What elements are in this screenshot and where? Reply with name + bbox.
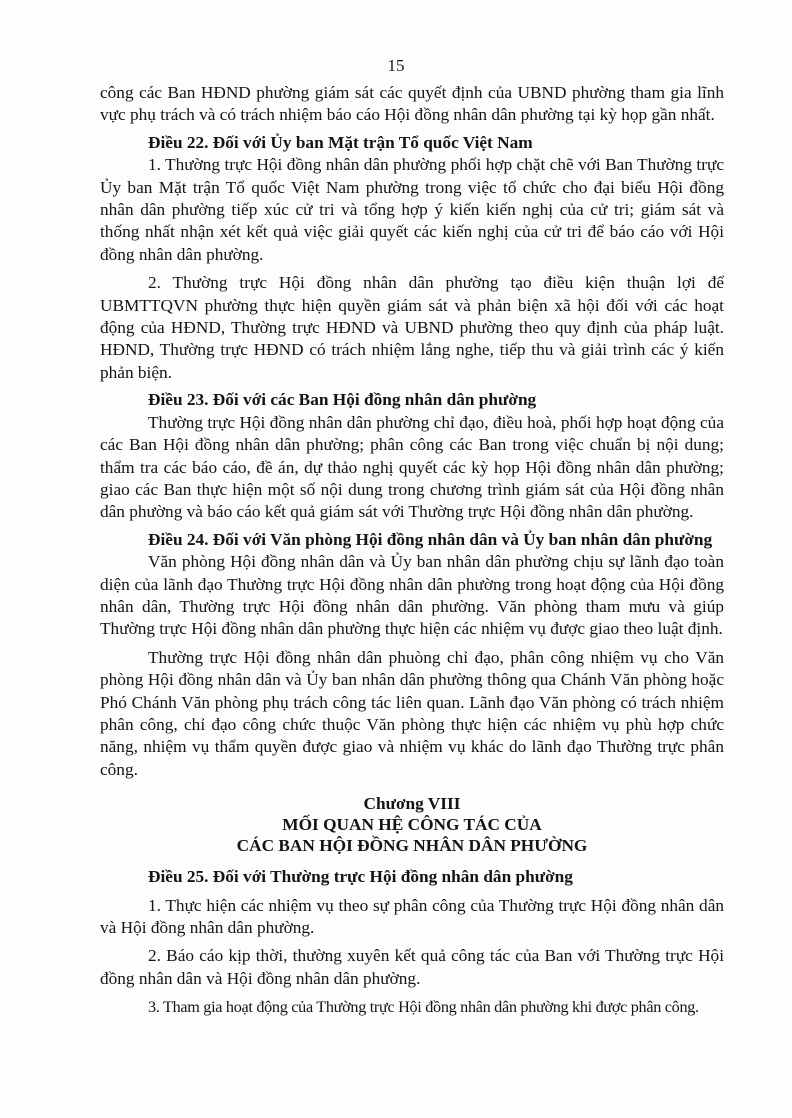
chapter-title-line-1: MỐI QUAN HỆ CÔNG TÁC CỦA	[282, 815, 542, 835]
article-22-paragraph-2: 2. Thường trực Hội đồng nhân dân phường tạo điều kiện thuận lợi để UBMTTQVN phường thực hiện quyền giám sát và phản biện xã hội đối với các hoạt động của HĐND, Thường trực HĐND và UBND phường theo quy định của pháp luật. HĐND, Thường trực HĐND có trách nhiệm lắng nghe, tiếp thu và giải trình các ý kiến phản biện.	[100, 273, 724, 382]
article-25-paragraph-2: 2. Báo cáo kịp thời, thường xuyên kết quả công tác của Ban với Thường trực Hội đồng nhân dân và Hội đồng nhân dân phường.	[100, 946, 724, 988]
chapter-title-line-2: CÁC BAN HỘI ĐỒNG NHÂN DÂN PHƯỜNG	[236, 836, 588, 856]
page-number: 15	[387, 56, 405, 75]
article-25-paragraph-3: 3. Tham gia hoạt động của Thường trực Hội đồng nhân dân phường khi được phân công.	[148, 998, 699, 1017]
article-23-title: Điều 23. Đối với các Ban Hội đồng nhân dân phường	[148, 390, 537, 410]
document-body	[100, 82, 724, 1019]
article-25-paragraph-1: 1. Thực hiện các nhiệm vụ theo sự phân công của Thường trực Hội đồng nhân dân và Hội đồng nhân dân phường.	[100, 895, 724, 937]
chapter-heading	[100, 793, 724, 856]
chapter-number: Chương VIII	[363, 794, 461, 814]
article-24-title: Điều 24. Đối với Văn phòng Hội đồng nhân dân và Ủy ban nhân dân phường	[148, 529, 713, 549]
article-24-paragraph-1: Văn phòng Hội đồng nhân dân và Ủy ban nhân dân phường chịu sự lãnh đạo toàn diện của lãnh đạo Thường trực Hội đồng nhân dân phường trong hoạt động của Hội đồng nhân dân, Thường trực Hội đồng nhân dân phường. Văn phòng tham mưu và giúp Thường trực Hội đồng nhân dân phường thực hiện các nhiệm vụ được giao theo luật định.	[100, 552, 724, 639]
article-23-paragraph-1: Thường trực Hội đồng nhân dân phường chỉ đạo, điều hoà, phối hợp hoạt động của các Ban Hội đồng nhân dân phường; phân công các Ban trong việc chuẩn bị nội dung; thẩm tra các báo cáo, đề án, dự thảo nghị quyết các kỳ họp Hội đồng nhân dân phường; giao các Ban thực hiện một số nội dung trong chương trình giám sát của Hội đồng nhân dân phường và báo cáo kết quả giám sát với Thường trực Hội đồng nhân dân phường.	[100, 412, 724, 522]
intro-paragraph: công các Ban HĐND phường giám sát các quyết định của UBND phường tham gia lĩnh vực phụ trách và có trách nhiệm báo cáo Hội đồng nhân dân phường tại kỳ họp gần nhất.	[100, 83, 724, 125]
article-24-paragraph-2: Thường trực Hội đồng nhân dân phuòng chỉ đạo, phân công nhiệm vụ cho Văn phòng Hội đồng nhân dân và Ủy ban nhân dân phường thông qua Chánh Văn phòng hoặc Phó Chánh Văn phòng phụ trách công tác liên quan. Lãnh đạo Văn phòng có trách nhiệm phân công, chỉ đạo công chức thuộc Văn phòng thực hiện các nhiệm vụ phù hợp chức năng, nhiệm vụ thẩm quyền được giao và nhiệm vụ khác do lãnh đạo Thường trực phân công.	[100, 647, 724, 779]
article-22-title: Điều 22. Đối với Ủy ban Mặt trận Tổ quốc Việt Nam	[148, 132, 533, 152]
article-25-title: Điều 25. Đối với Thường trực Hội đồng nhân dân phường	[148, 867, 573, 887]
article-22-paragraph-1: 1. Thường trực Hội đồng nhân dân phường phối hợp chặt chẽ với Ban Thường trực Ủy ban Mặt trận Tổ quốc Việt Nam phường trong việc tổ chức cho đại biểu Hội đồng nhân dân phường tiếp xúc cử tri và tổng hợp ý kiến kiến nghị của cử tri; giám sát và thống nhất nhận xét kết quả việc giải quyết các kiến nghị của cử tri để báo cáo với Hội đồng nhân dân phường.	[100, 155, 724, 264]
